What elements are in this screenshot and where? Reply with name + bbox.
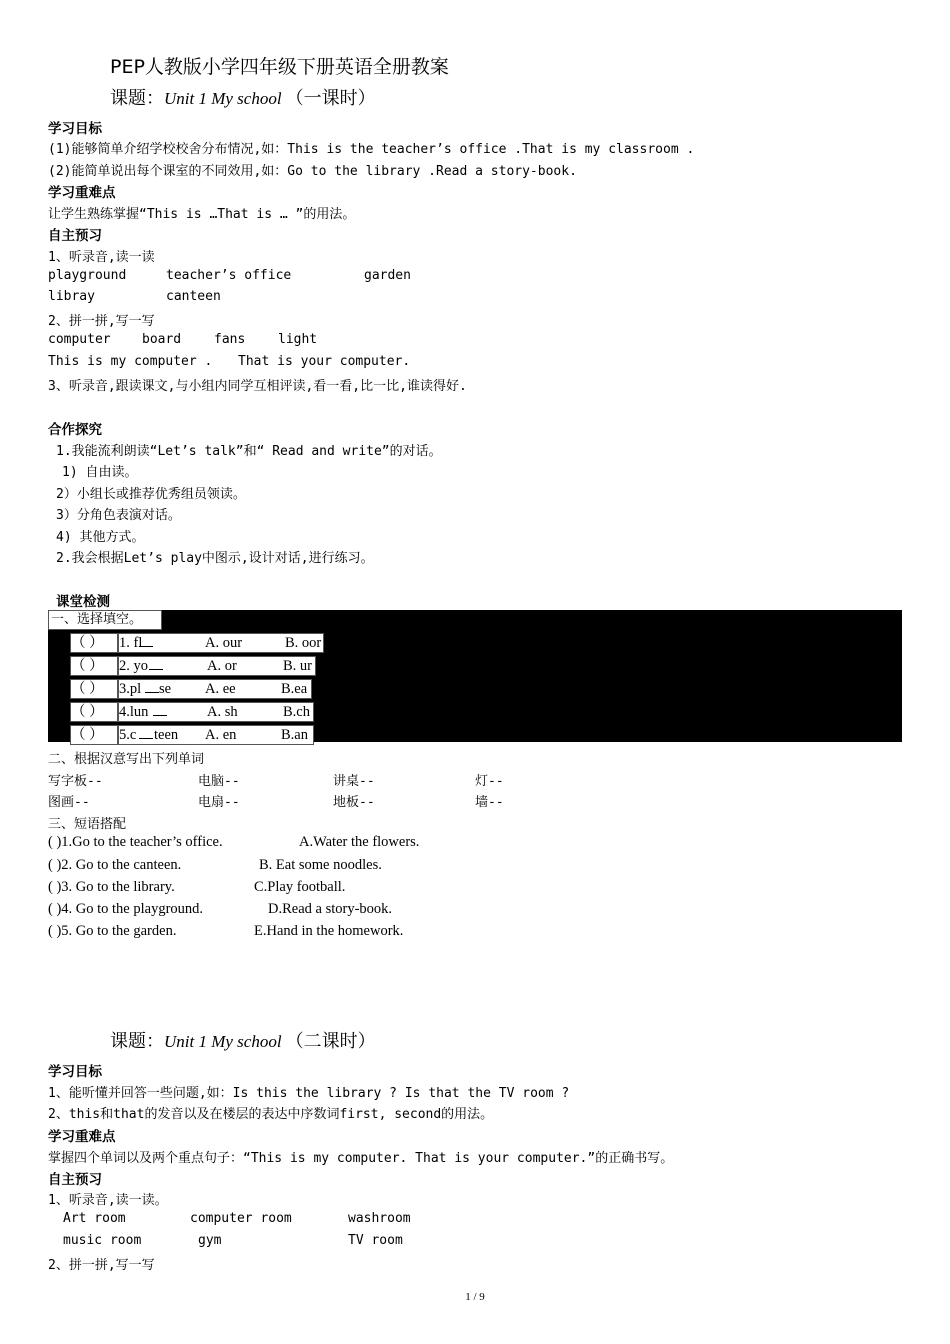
word-libray: libray	[48, 289, 95, 304]
lesson1-goals-heading: 学习目标	[48, 121, 102, 137]
coop-item-3: 2）小组长或推荐优秀组员领读。	[56, 487, 246, 502]
match-left-1: ( )1.Go to the teacher’s office.	[48, 834, 223, 850]
lesson2-title-suffix: （二课时）	[285, 1031, 376, 1052]
word-board: board	[142, 332, 182, 347]
word-art-room: Art room	[63, 1211, 126, 1226]
mc-question: 1. fl A. our B. oor	[118, 633, 324, 653]
exercise-block	[48, 610, 902, 742]
lesson2-preview-2: 2、拼一拼,写一写	[48, 1258, 155, 1273]
lesson1-preview-2: 2、拼一拼,写一写	[48, 314, 155, 329]
match-left-5: ( )5. Go to the garden.	[48, 923, 177, 939]
lesson1-preview-3: 3、听录音,跟读课文,与小组内同学互相评读,看一看,比一比,谁读得好.	[48, 379, 467, 394]
match-left-4: ( )4. Go to the playground.	[48, 901, 204, 917]
mc-paren[interactable]: （ ）	[70, 656, 118, 676]
match-right-2: B. Eat some noodles.	[259, 857, 382, 873]
mc-blank[interactable]	[149, 657, 163, 670]
lesson1-preview-heading: 自主预习	[48, 228, 102, 244]
page-number: 1 / 9	[465, 1291, 485, 1303]
mc-question: 5.c teen A. en B.an	[118, 725, 314, 745]
mc-blank[interactable]	[139, 634, 153, 647]
lesson2-key-heading: 学习重难点	[48, 1129, 116, 1145]
lesson2-goal-1: 1、能听懂并回答一些问题,如：Is this the library ? Is that the TV room ?	[48, 1086, 570, 1101]
lesson2-title	[110, 1027, 376, 1053]
mc-blank[interactable]	[145, 680, 159, 693]
lesson2-goals-heading: 学习目标	[48, 1064, 102, 1080]
lesson2-preview-heading: 自主预习	[48, 1172, 102, 1188]
lesson1-title-unit: Unit 1 My school	[164, 89, 282, 108]
lesson1-key-heading: 学习重难点	[48, 185, 116, 201]
vocab-1-3: 讲桌--	[333, 774, 375, 789]
mc-question: 3.pl se A. ee B.ea	[118, 679, 312, 699]
match-right-4: D.Read a story-book.	[268, 901, 393, 917]
mc-paren[interactable]: （ ）	[70, 702, 118, 722]
lesson1-goal-1: (1)能够简单介绍学校校舍分布情况,如：This is the teacher’s office .That is my classroom .	[48, 142, 695, 157]
word-gym: gym	[198, 1233, 222, 1248]
exercise-section-3-label: 三、短语搭配	[48, 817, 127, 832]
vocab-1-2: 电脑--	[198, 774, 240, 789]
lesson2-key-text: 掌握四个单词以及两个重点句子：“This is my computer. That is your computer.”的正确书写。	[48, 1151, 674, 1166]
word-computer-room: computer room	[190, 1211, 292, 1226]
lesson2-title-prefix: 课题：	[110, 1031, 164, 1052]
lesson2-goal-2: 2、this和that的发音以及在楼层的表达中序数词first, second的用法。	[48, 1107, 494, 1122]
vocab-2-3: 地板--	[333, 795, 375, 810]
mc-paren[interactable]: （ ）	[70, 679, 118, 699]
coop-item-2: 1) 自由读。	[62, 465, 138, 480]
mc-blank[interactable]	[139, 726, 153, 739]
lesson2-preview-1: 1、听录音,读一读。	[48, 1193, 168, 1208]
coop-item-1: 1.我能流利朗读“Let’s talk”和“ Read and write”的对话。	[56, 444, 442, 459]
coop-item-5: 4) 其他方式。	[56, 530, 145, 545]
match-right-5: E.Hand in the homework.	[254, 923, 404, 939]
sentence-this-is: This is my computer .	[48, 354, 213, 369]
word-tv-room: TV room	[348, 1233, 403, 1248]
match-left-3: ( )3. Go to the library.	[48, 879, 175, 895]
match-right-3: C.Play football.	[254, 879, 346, 895]
word-teachers-office: teacher’s office	[166, 268, 292, 283]
sentence-that-is: That is your computer.	[238, 354, 411, 369]
mc-blank[interactable]	[153, 703, 167, 716]
word-fans: fans	[214, 332, 246, 347]
mc-question: 2. yo A. or B. ur	[118, 656, 316, 676]
vocab-2-4: 墙--	[475, 795, 504, 810]
match-right-1: A.Water the flowers.	[299, 834, 420, 850]
vocab-1-1: 写字板--	[48, 774, 103, 789]
vocab-2-2: 电扇--	[198, 795, 240, 810]
lesson1-goal-2: (2)能简单说出每个课室的不同效用,如：Go to the library .Read a story-book.	[48, 164, 577, 179]
lesson1-coop-heading: 合作探究	[48, 422, 102, 438]
word-washroom: washroom	[348, 1211, 411, 1226]
coop-item-6: 2.我会根据Let’s play中图示,设计对话,进行练习。	[56, 551, 374, 566]
mc-question: 4.lun A. sh B.ch	[118, 702, 314, 722]
word-computer: computer	[48, 332, 111, 347]
mc-paren[interactable]: （ ）	[70, 725, 118, 745]
lesson1-preview-1: 1、听录音,读一读	[48, 250, 155, 265]
vocab-2-1: 图画--	[48, 795, 90, 810]
lesson1-title-prefix: 课题：	[110, 88, 164, 109]
coop-item-4: 3）分角色表演对话。	[56, 508, 181, 523]
word-light: light	[278, 332, 318, 347]
lesson2-title-unit: Unit 1 My school	[164, 1032, 282, 1051]
match-left-2: ( )2. Go to the canteen.	[48, 857, 182, 873]
word-canteen: canteen	[166, 289, 221, 304]
lesson1-check-heading: 课堂检测	[56, 594, 110, 610]
document-title: PEP人教版小学四年级下册英语全册教案	[110, 56, 449, 78]
lesson1-title	[110, 84, 376, 110]
exercise-section-1-label: 一、选择填空。	[48, 610, 162, 630]
word-garden: garden	[364, 268, 411, 283]
vocab-1-4: 灯--	[475, 774, 504, 789]
mc-paren[interactable]: （ ）	[70, 633, 118, 653]
exercise-section-2-label: 二、根据汉意写出下列单词	[48, 752, 205, 767]
word-playground: playground	[48, 268, 127, 283]
lesson1-title-suffix: （一课时）	[285, 88, 376, 109]
lesson1-key-text: 让学生熟练掌握“This is …That is … ”的用法。	[48, 207, 356, 222]
word-music-room: music room	[63, 1233, 142, 1248]
